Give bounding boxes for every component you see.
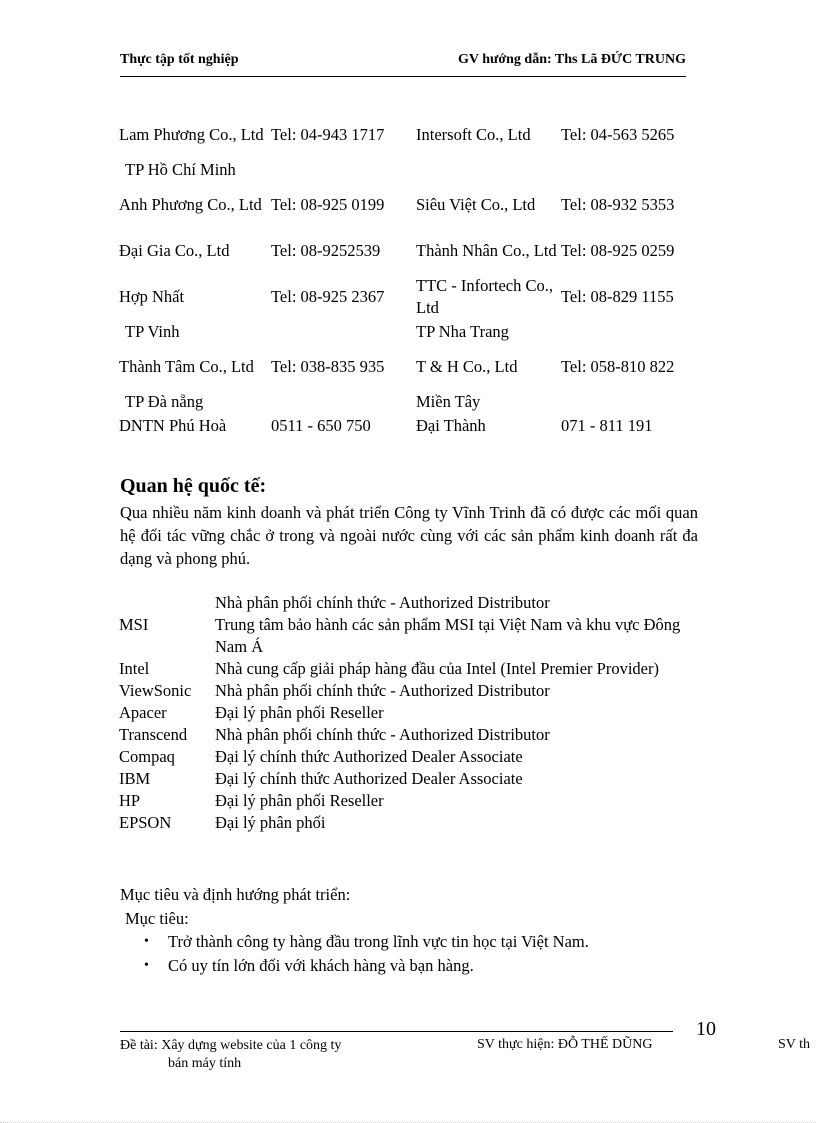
partner-brand: Intel bbox=[119, 659, 150, 678]
partner-row bbox=[119, 812, 701, 834]
dealer-cell-c2 bbox=[271, 390, 416, 414]
partner-brand: ViewSonic bbox=[119, 681, 192, 700]
dealer-cell-c4: Tel: 08-925 0259 bbox=[561, 241, 675, 260]
header-right: GV hướng dẫn: Ths Lã ĐỨC TRUNG bbox=[457, 52, 686, 67]
partner-brand: Compaq bbox=[119, 747, 175, 766]
bullet-icon: • bbox=[144, 958, 149, 973]
partner-desc-line: Trung tâm bảo hành các sản phẩm MSI tại Việt Nam và khu vực Đông Nam Á bbox=[215, 615, 681, 656]
partner-row bbox=[119, 592, 701, 658]
section-title: Quan hệ quốc tế: bbox=[120, 475, 267, 497]
footer-rule bbox=[120, 1031, 673, 1032]
partner-brand: IBM bbox=[119, 769, 151, 788]
page-number: 10 bbox=[696, 1018, 716, 1040]
partner-desc bbox=[215, 702, 701, 724]
partner-brand: Apacer bbox=[119, 703, 167, 722]
dealer-cell-c1: Anh Phương Co., Ltd bbox=[119, 195, 262, 214]
dealer-cell-c4: Tel: 08-932 5353 bbox=[561, 195, 675, 214]
partner-row bbox=[119, 724, 701, 746]
partner-row bbox=[119, 790, 701, 812]
dealer-cell-c3: Intersoft Co., Ltd bbox=[416, 125, 531, 144]
dealer-cell-c2 bbox=[271, 320, 416, 344]
dealer-cell-c2: Tel: 04-943 1717 bbox=[271, 125, 385, 144]
partner-desc-line: Đại lý phân phối Reseller bbox=[215, 703, 384, 722]
dealer-cell-c1: TP Hồ Chí Minh bbox=[125, 160, 236, 179]
list-item bbox=[120, 954, 589, 978]
list-item bbox=[120, 930, 589, 954]
partner-desc bbox=[215, 592, 701, 658]
dealer-row bbox=[119, 320, 711, 344]
goals-list bbox=[120, 930, 589, 978]
dealer-cell-c2: Tel: 08-925 0199 bbox=[271, 195, 385, 214]
dealer-cell-c2: Tel: 08-925 2367 bbox=[271, 287, 385, 306]
partner-desc-line: Đại lý chính thức Authorized Dealer Associate bbox=[215, 747, 523, 766]
dealer-cell-c1: Lam Phương Co., Ltd bbox=[119, 125, 264, 144]
bullet-text: Trở thành công ty hàng đầu trong lĩnh vực tin học tại Việt Nam. bbox=[168, 932, 589, 951]
partner-desc bbox=[215, 680, 701, 702]
footer-student: SV thực hiện: ĐỖ THẾ DŨNG bbox=[477, 1037, 653, 1052]
dealer-row bbox=[119, 274, 711, 320]
partner-brand: MSI bbox=[119, 615, 149, 634]
intro-paragraph: Qua nhiều năm kinh doanh và phát triển Công ty Vĩnh Trinh đã có được các mối quan hệ đối tác vững chắc ở trong và ngoài nước cùng với các sản phẩm kinh doanh rất đa dạng và phong phú. bbox=[120, 503, 698, 568]
dealer-cell-c2 bbox=[271, 158, 416, 182]
goals-subheading: Mục tiêu: bbox=[125, 909, 189, 928]
header-left: Thực tập tốt nghiệp bbox=[120, 52, 239, 67]
dealer-cell-c2: Tel: 038-835 935 bbox=[271, 357, 385, 376]
partner-desc-line: Nhà phân phối chính thức - Authorized Distributor bbox=[215, 725, 550, 744]
dealer-cell-c3: TP Nha Trang bbox=[416, 322, 509, 341]
partner-desc-line: Đại lý chính thức Authorized Dealer Associate bbox=[215, 769, 523, 788]
partner-desc bbox=[215, 746, 701, 768]
partner-brand: EPSON bbox=[119, 813, 172, 832]
dealer-row bbox=[119, 344, 711, 390]
dealer-table bbox=[119, 112, 711, 438]
partner-desc-line: Nhà phân phối chính thức - Authorized Distributor bbox=[215, 681, 550, 700]
partner-row bbox=[119, 746, 701, 768]
dealer-row bbox=[119, 158, 711, 182]
dealer-cell-c4: 071 - 811 191 bbox=[561, 416, 653, 435]
dealer-row bbox=[119, 182, 711, 228]
partner-desc bbox=[215, 768, 701, 790]
dealer-cell-c3: Siêu Việt Co., Ltd bbox=[416, 195, 536, 214]
footer-topic-line2: bán máy tính bbox=[168, 1056, 242, 1071]
dealer-cell-c4 bbox=[561, 390, 711, 414]
footer-student-cut: SV th bbox=[778, 1037, 811, 1052]
dealer-cell-c3 bbox=[416, 158, 561, 182]
dealer-cell-c1: Thành Tâm Co., Ltd bbox=[119, 357, 254, 376]
dealer-cell-c3: Đại Thành bbox=[416, 416, 486, 435]
partner-table bbox=[119, 592, 701, 834]
dealer-row bbox=[119, 228, 711, 274]
partner-row bbox=[119, 658, 701, 680]
dealer-cell-c1: Hợp Nhất bbox=[119, 287, 185, 306]
partner-brand: Transcend bbox=[119, 725, 188, 744]
dealer-cell-c1: TP Vinh bbox=[125, 322, 180, 341]
dealer-cell-c3: Miền Tây bbox=[416, 392, 481, 411]
bullet-icon: • bbox=[144, 934, 149, 949]
dealer-cell-c4: Tel: 08-829 1155 bbox=[561, 287, 674, 306]
dealer-cell-c4 bbox=[561, 320, 711, 344]
dealer-cell-c1: Đại Gia Co., Ltd bbox=[119, 241, 230, 260]
partner-desc bbox=[215, 812, 701, 834]
dealer-cell-c4: Tel: 058-810 822 bbox=[561, 357, 675, 376]
partner-desc-line: Nhà cung cấp giải pháp hàng đầu của Intel (Intel Premier Provider) bbox=[215, 659, 659, 678]
partner-desc bbox=[215, 658, 701, 680]
dealer-cell-c2: Tel: 08-9252539 bbox=[271, 241, 381, 260]
partner-brand: HP bbox=[119, 791, 141, 810]
partner-desc-line: Đại lý phân phối bbox=[215, 813, 326, 832]
dealer-cell-c1: TP Đà nẵng bbox=[125, 392, 204, 411]
dealer-cell-c3: TTC - Infortech Co., Ltd bbox=[416, 276, 554, 317]
dealer-cell-c3: T & H Co., Ltd bbox=[416, 357, 518, 376]
partner-desc bbox=[215, 724, 701, 746]
footer-topic bbox=[120, 1037, 341, 1073]
bullet-text: Có uy tín lớn đối với khách hàng và bạn hàng. bbox=[168, 956, 474, 975]
dealer-cell-c3: Thành Nhân Co., Ltd bbox=[416, 241, 557, 260]
partner-row bbox=[119, 702, 701, 724]
dealer-cell-c2: 0511 - 650 750 bbox=[271, 416, 371, 435]
partner-desc-line: Đại lý phân phối Reseller bbox=[215, 791, 384, 810]
goals-heading: Mục tiêu và định hướng phát triển: bbox=[120, 885, 351, 904]
dealer-cell-c4: Tel: 04-563 5265 bbox=[561, 125, 675, 144]
page-header bbox=[120, 52, 686, 77]
dealer-row bbox=[119, 112, 711, 158]
partner-desc-line: Nhà phân phối chính thức - Authorized Distributor bbox=[215, 593, 550, 612]
dealer-row bbox=[119, 414, 711, 438]
dealer-row bbox=[119, 390, 711, 414]
dealer-cell-c4 bbox=[561, 158, 711, 182]
partner-row bbox=[119, 680, 701, 702]
footer-topic-line1: Đề tài: Xây dựng website của 1 công ty bbox=[120, 1038, 342, 1053]
partner-desc bbox=[215, 790, 701, 812]
dealer-cell-c1: DNTN Phú Hoà bbox=[119, 416, 227, 435]
partner-row bbox=[119, 768, 701, 790]
